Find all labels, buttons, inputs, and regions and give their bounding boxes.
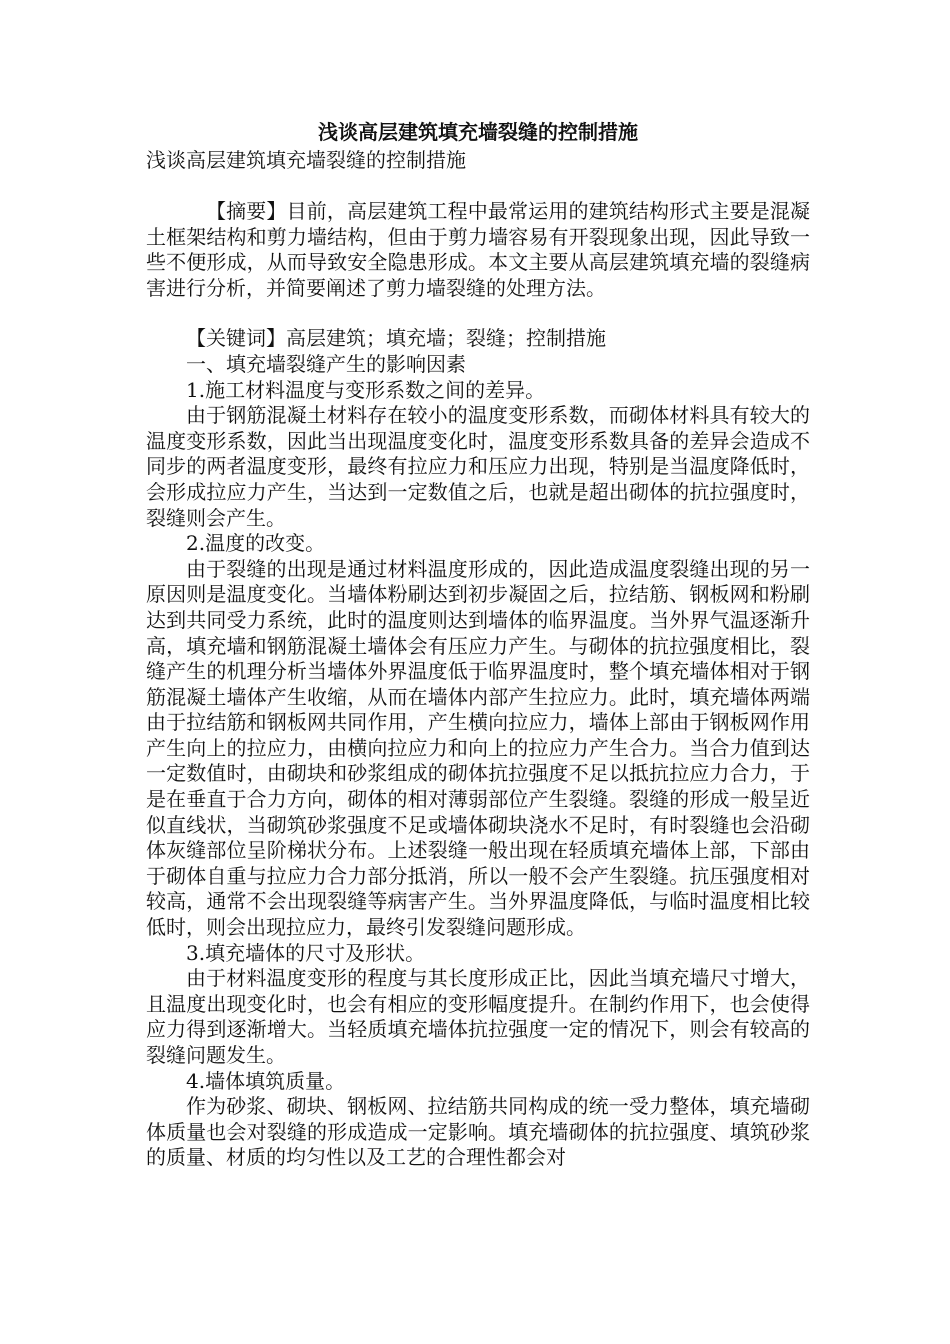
keywords-line: 【关键词】高层建筑；填充墙；裂缝；控制措施 (186, 326, 606, 351)
document-subtitle: 浅谈高层建筑填充墙裂缝的控制措施 (146, 148, 466, 172)
subsection-heading-2: 2.温度的改变。 (186, 531, 326, 556)
subsection-text-1: 由于钢筋混凝土材料存在较小的温度变形系数，而砌体材料具有较大的温度变形系数，因此当出现温度变化时，温度变形系数具备的差异会造成不同步的两者温度变形，最终有拉应力和压应力出现，特别是当温度降低时，会形成拉应力产生，当达到一定数值之后，也就是超出砌体的抗拉强度时，裂缝则会产生。 (146, 403, 810, 530)
subsection-text-2: 由于裂缝的出现是通过材料温度形成的，因此造成温度裂缝出现的另一原因则是温度变化。当墙体粉刷达到初步凝固之后，拉结筋、钢板网和粉刷达到共同受力系统，此时的温度则达到墙体的临界温度。当外界气温逐渐升高，填充墙和钢筋混凝土墙体会有压应力产生。与砌体的抗拉强度相比，裂缝产生的机理分析当墙体外界温度低于临界温度时，整个填充墙体相对于钢筋混凝土墙体产生收缩，从而在墙体内部产生拉应力。此时，填充墙体两端由于拉结筋和钢板网共同作用，产生横向拉应力，墙体上部由于钢板网作用产生向上的拉应力，由横向拉应力和向上的拉应力产生合力。当合力值到达一定数值时，由砌块和砂浆组成的砌体抗拉强度不足以抵抗拉应力合力，于是在垂直于合力方向，砌体的相对薄弱部位产生裂缝。裂缝的形成一般呈近似直线状，当砌筑砂浆强度不足或墙体砌块浇水不足时，有时裂缝也会沿砌体灰缝部位呈阶梯状分布。上述裂缝一般出现在轻质填充墙体上部，下部由于砌体自重与拉应力合力部分抵消，所以一般不会产生裂缝。抗压强度相对较高，通常不会出现裂缝等病害产生。当外界温度降低，与临时温度相比较低时，则会出现拉应力，最终引发裂缝问题形成。 (146, 556, 810, 940)
subsection-heading-4: 4.墙体填筑质量。 (186, 1068, 346, 1093)
document-body (146, 118, 810, 1171)
subsection-heading-3: 3.填充墙体的尺寸及形状。 (186, 940, 426, 965)
subsection-heading-1: 1.施工材料温度与变形系数之间的差异。 (186, 377, 546, 402)
section-heading-1: 一、填充墙裂缝产生的影响因素 (186, 351, 466, 376)
abstract-paragraph: 【摘要】目前，高层建筑工程中最常运用的建筑结构形式主要是混凝土框架结构和剪力墙结构，但由于剪力墙容易有开裂现象出现，因此导致一些不便形成，从而导致安全隐患形成。本文主要从高层建筑填充墙的裂缝病害进行分析，并简要阐述了剪力墙裂缝的处理方法。 (146, 199, 810, 300)
subsection-text-4: 作为砂浆、砌块、钢板网、拉结筋共同构成的统一受力整体，填充墙砌体质量也会对裂缝的形成造成一定影响。填充墙砌体的抗拉强度、填筑砂浆的质量、材质的均匀性以及工艺的合理性都会对 (146, 1094, 810, 1170)
document-title: 浅谈高层建筑填充墙裂缝的控制措施 (318, 120, 638, 144)
subsection-text-3: 由于材料温度变形的程度与其长度形成正比，因此当填充墙尺寸增大，且温度出现变化时，也会有相应的变形幅度提升。在制约作用下，也会使得应力得到逐渐增大。当轻质填充墙体抗拉强度一定的情况下，则会有较高的裂缝问题发生。 (146, 966, 810, 1067)
